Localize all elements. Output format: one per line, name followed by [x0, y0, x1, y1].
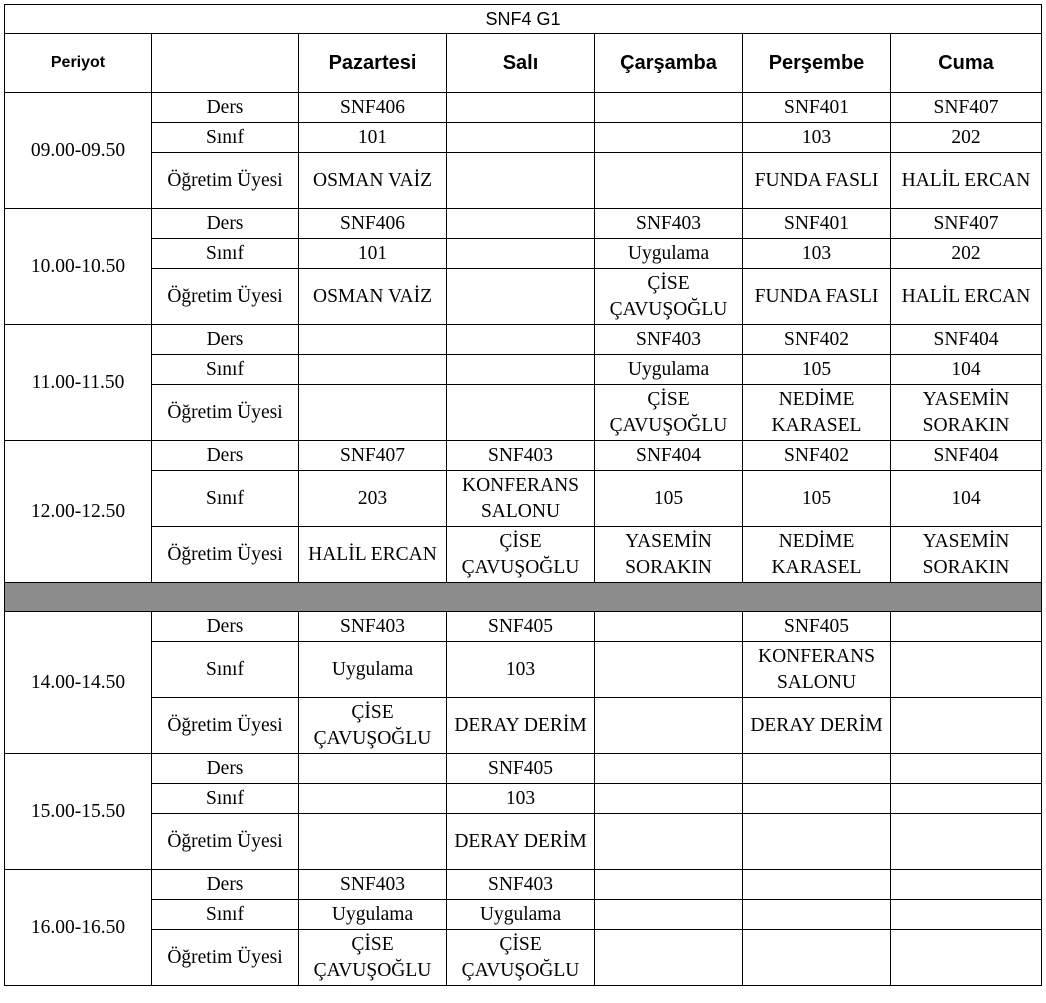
row-label-course: Ders	[152, 870, 299, 900]
header-day-monday: Pazartesi	[299, 34, 447, 93]
room-cell-wednesday	[595, 784, 743, 814]
room-cell-monday: Uygulama	[299, 900, 447, 930]
course-cell-tuesday	[447, 93, 595, 123]
table-row	[5, 870, 1042, 900]
row-label-instructor: Öğretim Üyesi	[152, 385, 299, 441]
instructor-cell-thursday	[743, 930, 891, 986]
room-cell-wednesday	[595, 900, 743, 930]
room-cell-friday	[891, 784, 1042, 814]
period-time: 16.00-16.50	[5, 870, 152, 986]
table-row	[5, 612, 1042, 642]
course-cell-wednesday: SNF404	[595, 441, 743, 471]
table-row	[5, 784, 1042, 814]
instructor-cell-thursday: NEDİME KARASEL	[743, 527, 891, 583]
room-cell-wednesday: 105	[595, 471, 743, 527]
schedule-table	[4, 4, 1042, 986]
course-cell-tuesday	[447, 209, 595, 239]
room-cell-monday: 101	[299, 239, 447, 269]
room-cell-wednesday: Uygulama	[595, 355, 743, 385]
room-cell-thursday: 105	[743, 355, 891, 385]
instructor-cell-friday: YASEMİN SORAKIN	[891, 527, 1042, 583]
course-cell-thursday: SNF405	[743, 612, 891, 642]
course-cell-monday: SNF403	[299, 612, 447, 642]
course-cell-monday: SNF406	[299, 209, 447, 239]
course-cell-wednesday: SNF403	[595, 325, 743, 355]
row-label-instructor: Öğretim Üyesi	[152, 814, 299, 870]
instructor-cell-monday: ÇİSE ÇAVUŞOĞLU	[299, 698, 447, 754]
table-row	[5, 900, 1042, 930]
room-cell-monday	[299, 355, 447, 385]
row-label-course: Ders	[152, 93, 299, 123]
course-cell-thursday: SNF401	[743, 209, 891, 239]
header-day-tuesday: Salı	[447, 34, 595, 93]
table-row	[5, 814, 1042, 870]
room-cell-thursday: KONFERANS SALONU	[743, 642, 891, 698]
instructor-cell-wednesday: YASEMİN SORAKIN	[595, 527, 743, 583]
room-cell-friday: 202	[891, 123, 1042, 153]
row-label-course: Ders	[152, 754, 299, 784]
room-cell-friday	[891, 642, 1042, 698]
course-cell-wednesday	[595, 612, 743, 642]
table-row	[5, 93, 1042, 123]
table-row	[5, 209, 1042, 239]
row-label-course: Ders	[152, 325, 299, 355]
room-cell-wednesday	[595, 642, 743, 698]
course-cell-thursday: SNF402	[743, 325, 891, 355]
instructor-cell-monday: OSMAN VAİZ	[299, 269, 447, 325]
header-day-thursday: Perşembe	[743, 34, 891, 93]
room-cell-wednesday: Uygulama	[595, 239, 743, 269]
table-row	[5, 239, 1042, 269]
instructor-cell-friday	[891, 930, 1042, 986]
course-cell-wednesday	[595, 754, 743, 784]
course-cell-tuesday	[447, 325, 595, 355]
instructor-cell-thursday: NEDİME KARASEL	[743, 385, 891, 441]
room-cell-tuesday	[447, 355, 595, 385]
course-cell-wednesday	[595, 93, 743, 123]
room-cell-thursday: 105	[743, 471, 891, 527]
lunch-break-bar	[5, 583, 1042, 612]
instructor-cell-tuesday	[447, 385, 595, 441]
period-time: 10.00-10.50	[5, 209, 152, 325]
instructor-cell-wednesday	[595, 698, 743, 754]
table-row	[5, 642, 1042, 698]
course-cell-tuesday: SNF405	[447, 754, 595, 784]
room-cell-tuesday: Uygulama	[447, 900, 595, 930]
table-row	[5, 471, 1042, 527]
row-label-room: Sınıf	[152, 239, 299, 269]
table-row	[5, 325, 1042, 355]
room-cell-tuesday: 103	[447, 642, 595, 698]
course-cell-monday: SNF406	[299, 93, 447, 123]
room-cell-monday: 101	[299, 123, 447, 153]
instructor-cell-thursday: DERAY DERİM	[743, 698, 891, 754]
row-label-room: Sınıf	[152, 123, 299, 153]
room-cell-monday: 203	[299, 471, 447, 527]
table-row	[5, 355, 1042, 385]
instructor-cell-friday: HALİL ERCAN	[891, 153, 1042, 209]
instructor-cell-tuesday: DERAY DERİM	[447, 814, 595, 870]
row-label-instructor: Öğretim Üyesi	[152, 527, 299, 583]
course-cell-friday: SNF404	[891, 325, 1042, 355]
course-cell-wednesday: SNF403	[595, 209, 743, 239]
room-cell-thursday: 103	[743, 123, 891, 153]
course-cell-friday: SNF407	[891, 209, 1042, 239]
course-cell-friday	[891, 754, 1042, 784]
period-time: 09.00-09.50	[5, 93, 152, 209]
row-label-room: Sınıf	[152, 784, 299, 814]
row-label-course: Ders	[152, 441, 299, 471]
table-row	[5, 527, 1042, 583]
instructor-cell-monday: OSMAN VAİZ	[299, 153, 447, 209]
room-cell-tuesday	[447, 239, 595, 269]
table-row	[5, 123, 1042, 153]
instructor-cell-wednesday	[595, 814, 743, 870]
row-label-instructor: Öğretim Üyesi	[152, 153, 299, 209]
instructor-cell-monday	[299, 385, 447, 441]
room-cell-wednesday	[595, 123, 743, 153]
instructor-cell-tuesday: DERAY DERİM	[447, 698, 595, 754]
row-label-course: Ders	[152, 612, 299, 642]
room-cell-friday: 202	[891, 239, 1042, 269]
course-cell-thursday	[743, 754, 891, 784]
instructor-cell-wednesday: ÇİSE ÇAVUŞOĞLU	[595, 385, 743, 441]
row-label-instructor: Öğretim Üyesi	[152, 930, 299, 986]
schedule-title: SNF4 G1	[5, 5, 1042, 34]
period-time: 12.00-12.50	[5, 441, 152, 583]
table-row	[5, 930, 1042, 986]
period-time: 15.00-15.50	[5, 754, 152, 870]
table-row	[5, 698, 1042, 754]
instructor-cell-wednesday	[595, 930, 743, 986]
course-cell-friday: SNF407	[891, 93, 1042, 123]
instructor-cell-monday: ÇİSE ÇAVUŞOĞLU	[299, 930, 447, 986]
room-cell-thursday: 103	[743, 239, 891, 269]
room-cell-friday	[891, 900, 1042, 930]
course-cell-thursday: SNF401	[743, 93, 891, 123]
row-label-instructor: Öğretim Üyesi	[152, 269, 299, 325]
instructor-cell-friday: YASEMİN SORAKIN	[891, 385, 1042, 441]
header-day-wednesday: Çarşamba	[595, 34, 743, 93]
course-cell-monday	[299, 325, 447, 355]
room-cell-friday: 104	[891, 355, 1042, 385]
instructor-cell-thursday: FUNDA FASLI	[743, 153, 891, 209]
course-cell-tuesday: SNF403	[447, 870, 595, 900]
room-cell-tuesday	[447, 123, 595, 153]
table-row	[5, 153, 1042, 209]
row-label-room: Sınıf	[152, 642, 299, 698]
room-cell-monday	[299, 784, 447, 814]
instructor-cell-monday	[299, 814, 447, 870]
table-row	[5, 441, 1042, 471]
room-cell-friday: 104	[891, 471, 1042, 527]
instructor-cell-tuesday: ÇİSE ÇAVUŞOĞLU	[447, 930, 595, 986]
course-cell-friday: SNF404	[891, 441, 1042, 471]
instructor-cell-wednesday: ÇİSE ÇAVUŞOĞLU	[595, 269, 743, 325]
header-day-friday: Cuma	[891, 34, 1042, 93]
row-label-instructor: Öğretim Üyesi	[152, 698, 299, 754]
instructor-cell-monday: HALİL ERCAN	[299, 527, 447, 583]
instructor-cell-friday	[891, 814, 1042, 870]
instructor-cell-wednesday	[595, 153, 743, 209]
room-cell-thursday	[743, 900, 891, 930]
course-cell-thursday	[743, 870, 891, 900]
instructor-cell-thursday	[743, 814, 891, 870]
table-row	[5, 385, 1042, 441]
row-label-room: Sınıf	[152, 900, 299, 930]
course-cell-thursday: SNF402	[743, 441, 891, 471]
table-row	[5, 754, 1042, 784]
course-cell-monday: SNF407	[299, 441, 447, 471]
room-cell-tuesday: KONFERANS SALONU	[447, 471, 595, 527]
instructor-cell-friday	[891, 698, 1042, 754]
course-cell-monday	[299, 754, 447, 784]
instructor-cell-tuesday: ÇİSE ÇAVUŞOĞLU	[447, 527, 595, 583]
lunch-break-row	[5, 583, 1042, 612]
header-period: Periyot	[5, 34, 152, 93]
instructor-cell-tuesday	[447, 153, 595, 209]
row-label-room: Sınıf	[152, 355, 299, 385]
header-blank	[152, 34, 299, 93]
course-cell-friday	[891, 870, 1042, 900]
course-cell-wednesday	[595, 870, 743, 900]
room-cell-monday: Uygulama	[299, 642, 447, 698]
schedule-body	[5, 93, 1042, 986]
room-cell-thursday	[743, 784, 891, 814]
row-label-course: Ders	[152, 209, 299, 239]
room-cell-tuesday: 103	[447, 784, 595, 814]
course-cell-friday	[891, 612, 1042, 642]
row-label-room: Sınıf	[152, 471, 299, 527]
instructor-cell-tuesday	[447, 269, 595, 325]
course-cell-tuesday: SNF405	[447, 612, 595, 642]
period-time: 11.00-11.50	[5, 325, 152, 441]
course-cell-tuesday: SNF403	[447, 441, 595, 471]
instructor-cell-thursday: FUNDA FASLI	[743, 269, 891, 325]
period-time: 14.00-14.50	[5, 612, 152, 754]
instructor-cell-friday: HALİL ERCAN	[891, 269, 1042, 325]
table-row	[5, 269, 1042, 325]
course-cell-monday: SNF403	[299, 870, 447, 900]
